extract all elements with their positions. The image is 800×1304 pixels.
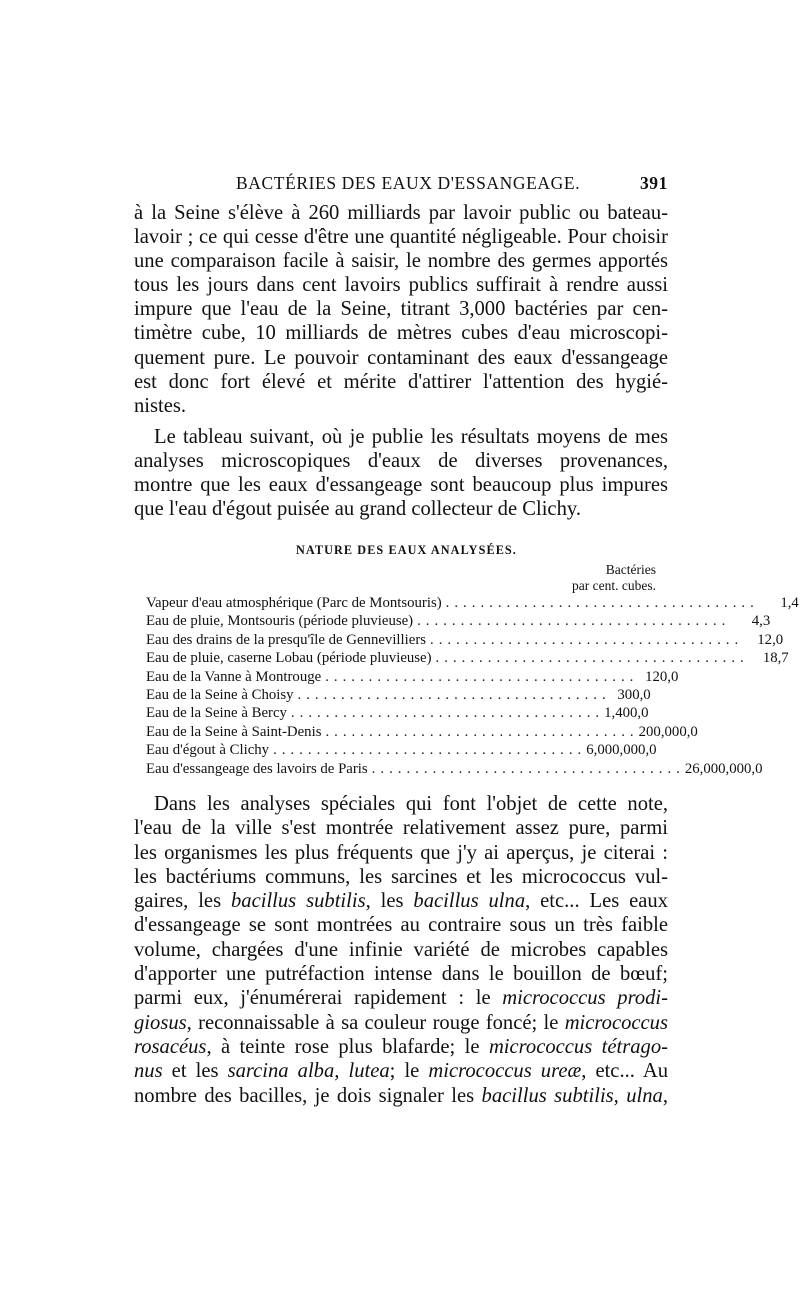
italic-term: micrococcus prodi-: [502, 987, 668, 1010]
text-line: [134, 986, 668, 1010]
italic-term: rosacéus: [134, 1035, 207, 1058]
water-source-label: Eau de pluie, caserne Lobau (période pluvieuse): [146, 650, 432, 667]
bacteria-count: 120,0: [645, 668, 679, 685]
text-line: [134, 1035, 668, 1059]
water-source-label: Eau de pluie, Montsouris (période pluvieuse): [146, 613, 414, 630]
paragraph-1: [134, 201, 668, 418]
dot-leader: ....................................: [417, 613, 731, 630]
text-line: une comparaison facile à saisir, le nombre des germes apportés: [134, 250, 668, 273]
table-column-header: [520, 562, 656, 594]
text-line: [134, 816, 668, 840]
text-segment: ; le: [389, 1060, 429, 1083]
table-row: [146, 649, 789, 667]
italic-term: sarcina alba, lutea: [227, 1060, 390, 1083]
column-header-line-2: par cent. cubes.: [572, 578, 656, 593]
text-line: [134, 913, 668, 937]
text-segment: d'apporter une putréfaction intense dans le bouillon de bœuf;: [134, 963, 668, 986]
water-source-label: Eau de la Seine à Saint-Denis: [146, 723, 322, 740]
text-segment: , etc... Les eaux: [525, 890, 668, 913]
italic-term: micrococcus: [564, 1011, 668, 1034]
text-line: à la Seine s'élève à 260 milliards par lavoir public ou bateau-: [134, 202, 668, 224]
text-line: que l'eau d'égout puisée au grand collecteur de Clichy.: [134, 498, 581, 521]
text-line: [134, 938, 668, 962]
water-source-label: Eau de la Seine à Choisy: [146, 686, 294, 703]
text-line: [134, 792, 668, 816]
text-segment: , etc... Au: [581, 1060, 668, 1083]
table-row: [146, 723, 698, 741]
text-segment: et les: [162, 1060, 228, 1083]
text-line: Le tableau suivant, où je publie les résultats moyens de mes: [154, 426, 668, 448]
text-segment: Dans les analyses spéciales qui font l'objet de cette note,: [154, 793, 668, 815]
table-row: [146, 612, 771, 630]
text-line: montre que les eaux d'essangeage sont beaucoup plus impures: [134, 474, 668, 497]
bacteria-count: 1,400,0: [604, 705, 649, 722]
text-line: analyses microscopiques d'eaux de diverses provenances,: [134, 450, 668, 473]
text-segment: , les: [365, 890, 414, 913]
bacteria-count: 1,4: [780, 595, 799, 611]
text-segment: l'eau de la ville s'est montrée relativement assez pure, parmi: [134, 817, 668, 840]
dot-leader: ....................................: [435, 650, 749, 667]
text-segment: gaires, les: [134, 890, 231, 913]
italic-term: giosus: [134, 1011, 187, 1034]
bacteria-count: 26,000,000,0: [684, 760, 763, 777]
column-header-line-1: Bactéries: [605, 562, 656, 577]
table-row: [146, 631, 784, 649]
italic-term: bacillus subtilis: [230, 890, 366, 913]
page-number: 391: [639, 173, 668, 193]
text-line: timètre cube, 10 milliards de mètres cubes d'eau microscopi-: [134, 322, 668, 345]
text-segment: nombre des bacilles, je dois signaler les: [134, 1084, 482, 1107]
text-segment: parmi eux, j'énumérerai rapidement : le: [134, 987, 503, 1010]
table-row: [146, 668, 679, 686]
running-head-title: BACTÉRIES DES EAUX D'ESSANGEAGE.: [236, 173, 581, 193]
water-source-label: Eau de la Seine à Bercy: [146, 705, 287, 722]
text-line: [134, 1011, 668, 1035]
dot-leader: ....................................: [371, 760, 685, 777]
bacteria-count: 300,0: [617, 686, 651, 703]
bacteria-count: 12,0: [757, 631, 784, 648]
dot-leader: ....................................: [290, 705, 605, 722]
text-line: tous les jours dans cent lavoirs publics suffirait à rendre aussi: [134, 274, 668, 297]
water-source-label: Eau des drains de la presqu'île de Gennevilliers: [146, 631, 427, 648]
text-line: quement pure. Le pouvoir contaminant des eaux d'essangeage: [134, 346, 668, 369]
table-row: [146, 760, 763, 778]
table-row: [146, 686, 651, 704]
text-segment: , reconnaissable à sa couleur rouge foncé; le: [186, 1011, 565, 1034]
italic-term: bacillus subtilis, ulna: [481, 1084, 663, 1107]
text-segment: , à teinte rose plus blafarde; le: [206, 1035, 489, 1058]
text-line: est donc fort élevé et mérite d'attirer l'attention des hygié-: [134, 370, 668, 393]
italic-term: nus: [134, 1060, 163, 1083]
dot-leader: ....................................: [297, 686, 611, 703]
bacteria-count: 18,7: [762, 650, 789, 667]
text-line: [134, 1084, 668, 1108]
italic-term: micrococcus ureæ: [428, 1060, 582, 1083]
text-segment: les bactériums communs, les sarcines et les micrococcus vul-: [134, 865, 668, 888]
text-segment: d'essangeage se sont montrées au contraire sous un très faible: [134, 914, 668, 937]
water-source-label: Vapeur d'eau atmosphérique (Parc de Montsouris): [146, 595, 442, 611]
text-segment: les organismes les plus fréquents que j'y ai aperçus, je citerai :: [134, 841, 668, 864]
dot-leader: ....................................: [445, 595, 759, 611]
dot-leader: ....................................: [430, 631, 744, 648]
italic-term: bacillus ulna: [413, 890, 526, 913]
text-line: [134, 962, 668, 986]
text-line: [134, 1059, 668, 1083]
italic-term: micrococcus tétrago-: [488, 1035, 668, 1058]
text-line: lavoir ; ce qui cesse d'être une quantité négligeable. Pour choisir: [134, 226, 668, 249]
bacteria-count: 6,000,000,0: [586, 742, 657, 759]
text-line: [134, 865, 668, 889]
table-row: [146, 704, 649, 722]
text-segment: volume, chargées d'une infinie variété de microbes capables: [134, 938, 668, 961]
water-source-label: Eau d'essangeage des lavoirs de Paris: [146, 760, 368, 777]
table-caption: NATURE DES EAUX ANALYSÉES.: [296, 543, 517, 557]
paragraph-2: [134, 425, 668, 521]
bacteria-table: [146, 594, 799, 778]
water-source-label: Eau d'égout à Clichy: [146, 742, 270, 759]
text-line: impure que l'eau de la Seine, titrant 3,000 bactéries par cen-: [134, 298, 668, 321]
bacteria-count: 4,3: [751, 613, 771, 630]
text-line: [134, 841, 668, 865]
text-segment: ,: [662, 1084, 669, 1107]
table-row: [146, 594, 799, 612]
dot-leader: ....................................: [325, 668, 639, 685]
water-source-label: Eau de la Vanne à Montrouge: [146, 668, 322, 685]
dot-leader: ....................................: [273, 742, 587, 759]
dot-leader: ....................................: [325, 723, 639, 740]
text-line: nistes.: [134, 394, 187, 417]
paragraph-3: [134, 792, 668, 1108]
text-line: [134, 889, 668, 913]
table-row: [146, 741, 657, 759]
bacteria-count: 200,000,0: [638, 723, 698, 740]
